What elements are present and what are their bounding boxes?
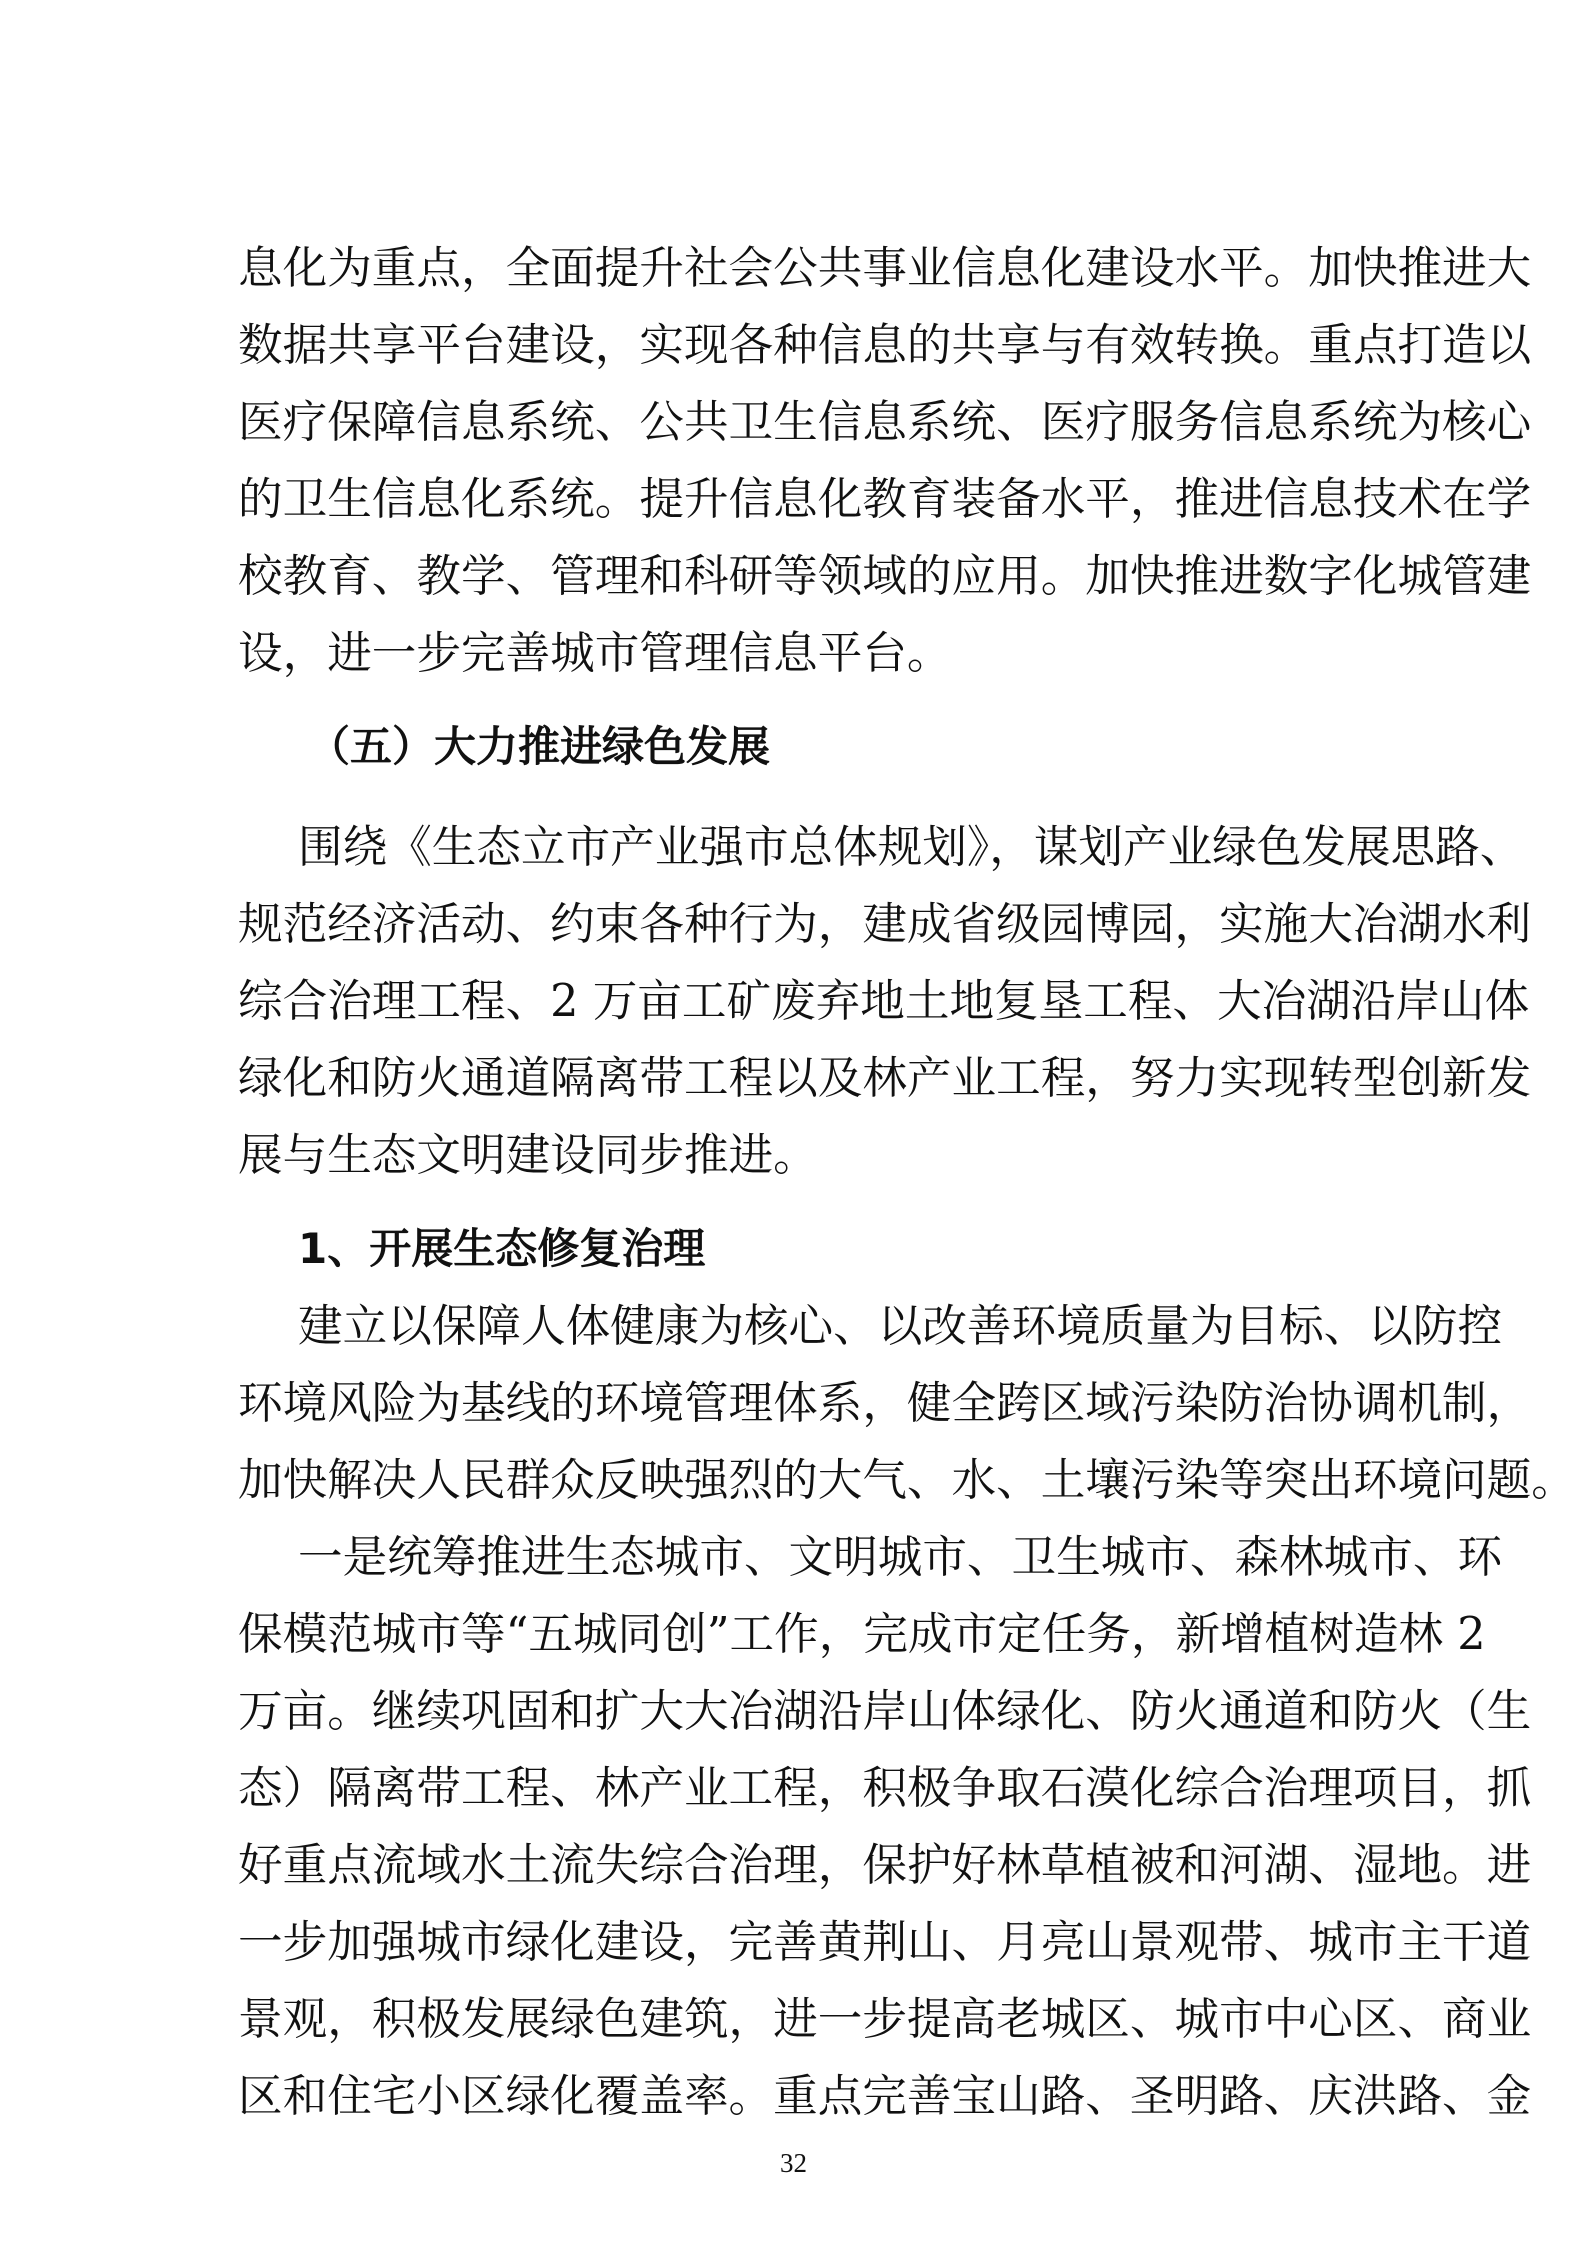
page-number: 32 xyxy=(780,2148,807,2178)
para2-line-4: 绿化和防火通道隔离带工程以及林产业工程，努力实现转型创新发 xyxy=(238,1052,1532,1104)
para4-line-6: 一步加强城市绿化建设，完善黄荆山、月亮山景观带、城市主干道 xyxy=(238,1916,1532,1968)
para2-line-1: 围绕《生态立市产业强市总体规划》，谋划产业绿色发展思路、 xyxy=(298,821,1525,873)
para1-line-4: 的卫生信息化系统。提升信息化教育装备水平，推进信息技术在学 xyxy=(238,473,1532,525)
para4-line-7: 景观，积极发展绿色建筑，进一步提高老城区、城市中心区、商业 xyxy=(238,1993,1532,2045)
para3-line-3: 加快解决人民群众反映强烈的大气、水、土壤污染等突出环境问题。 xyxy=(238,1454,1576,1506)
para1-line-3: 医疗保障信息系统、公共卫生信息系统、医疗服务信息系统为核心 xyxy=(238,396,1532,448)
para4-line-5: 好重点流域水土流失综合治理，保护好林草植被和河湖、湿地。进 xyxy=(238,1839,1532,1891)
para4-line-3: 万亩。继续巩固和扩大大冶湖沿岸山体绿化、防火通道和防火（生 xyxy=(238,1685,1532,1737)
para4-line-8: 区和住宅小区绿化覆盖率。重点完善宝山路、圣明路、庆洪路、金 xyxy=(238,2070,1532,2122)
para4-line-1: 一是统筹推进生态城市、文明城市、卫生城市、森林城市、环 xyxy=(298,1531,1503,1583)
para3-line-2: 环境风险为基线的环境管理体系，健全跨区域污染防治协调机制， xyxy=(238,1377,1532,1429)
section-heading-5: （五）大力推进绿色发展 xyxy=(308,722,771,771)
para2-line-3: 综合治理工程、2 万亩工矿废弃地土地复垦工程、大冶湖沿岸山体 xyxy=(238,975,1530,1027)
para2-line-5: 展与生态文明建设同步推进。 xyxy=(238,1129,818,1181)
para1-line-2: 数据共享平台建设，实现各种信息的共享与有效转换。重点打造以 xyxy=(238,319,1532,371)
para4-line-2: 保模范城市等“五城同创”工作，完成市定任务，新增植树造林 2 xyxy=(238,1608,1486,1660)
para1-line-6: 设，进一步完善城市管理信息平台。 xyxy=(238,627,952,679)
para1-line-1: 息化为重点，全面提升社会公共事业信息化建设水平。加快推进大 xyxy=(238,242,1532,294)
para1-line-5: 校教育、教学、管理和科研等领域的应用。加快推进数字化城管建 xyxy=(238,550,1532,602)
para2-line-2: 规范经济活动、约束各种行为，建成省级园博园，实施大冶湖水利 xyxy=(238,898,1532,950)
para4-line-4: 态）隔离带工程、林产业工程，积极争取石漠化综合治理项目，抓 xyxy=(238,1762,1532,1814)
subsection-heading-1: 1、开展生态修复治理 xyxy=(298,1224,706,1273)
para3-line-1: 建立以保障人体健康为核心、以改善环境质量为目标、以防控 xyxy=(298,1300,1503,1352)
